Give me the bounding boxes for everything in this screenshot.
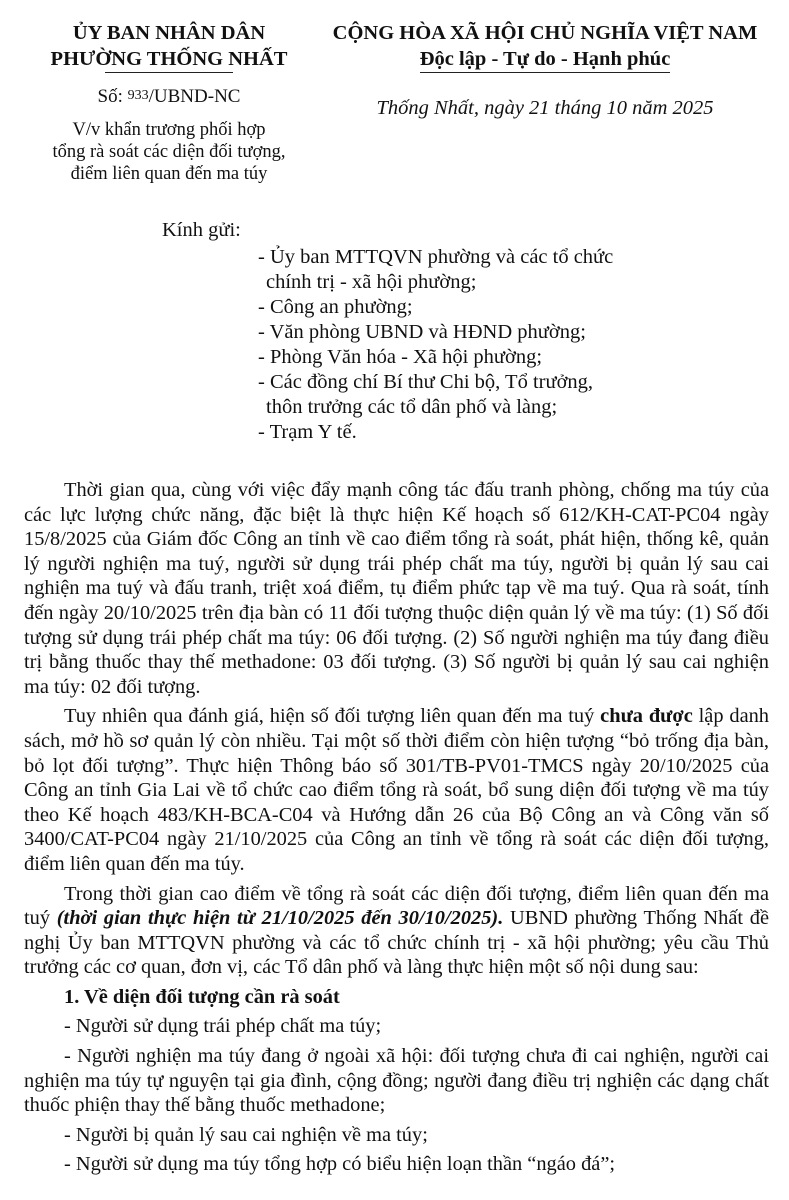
- body-paragraph: [24, 704, 769, 876]
- emphasis-text: chưa được: [600, 705, 693, 728]
- document-number: [24, 84, 314, 109]
- issuing-agency-block: [24, 20, 314, 185]
- national-header-block: [310, 20, 780, 121]
- recipient-line: - Công an phường;: [258, 296, 413, 318]
- agency-name-wrap: [51, 46, 288, 72]
- recipient-line: thôn trưởng các tổ dân phố và làng;: [266, 396, 558, 418]
- recipient-line: chính trị - xã hội phường;: [266, 271, 477, 293]
- subject-line: tổng rà soát các diện đối tượng,: [52, 142, 286, 162]
- paragraph-text: lập danh sách, mở hồ sơ quản lý còn nhiều. Tại một số thời điểm còn hiện tượng “bỏ trống địa bàn, bỏ lọt đối tượng”. Thực hiện Thông báo số 301/TB-PV01-TMCS ngày 20/10/2025 của Công an tỉnh Gia Lai về tổ chức cao điểm tổng rà soát, bổ sung diện đối tượng về ma túy theo Kế hoạch 483/KH-BCA-C04 và Hướng dẫn 26 của Bộ Công an và Công văn số 3400/CAT-PC04 ngày 21/10/2025 của Công an tỉnh về tổng rà soát các diện đối tượng, điểm liên quan đến ma túy.: [24, 705, 770, 875]
- doc-number-prefix: Số:: [97, 86, 123, 107]
- recipient-line: - Ủy ban MTTQVN phường và các tổ chức: [258, 246, 614, 268]
- list-item: - Người nghiện ma túy đang ở ngoài xã hội: đối tượng chưa đi cai nghiện, người cai nghiện ma túy tự nguyện tại gia đình, cộng đồng; người đang điều trị nghiện các dạng chất thuốc phiện thay thế bằng thuốc methadone;: [24, 1045, 769, 1117]
- paragraph-text: Trong thời gian cao điểm về tổng rà soát các diện đối tượng, điểm liên quan đến ma tuý: [24, 882, 769, 930]
- national-motto: Độc lập - Tự do - Hạnh phúc: [420, 46, 671, 73]
- subject-line: V/v khẩn trương phối hợp: [72, 120, 266, 140]
- recipient-line: - Trạm Y tế.: [258, 421, 357, 443]
- doc-number-value: 933: [127, 88, 149, 103]
- list-item: - Người sử dụng trái phép chất ma túy;: [64, 1015, 382, 1038]
- recipient-line: - Văn phòng UBND và HĐND phường;: [258, 321, 586, 343]
- document-body: [24, 478, 769, 1182]
- recipient-line: - Phòng Văn hóa - Xã hội phường;: [258, 346, 543, 368]
- paragraph-text: UBND phường Thống Nhất đề nghị Ủy ban MTTQVN phường và các tổ chức chính trị - xã hội phường; yêu cầu Thủ trưởng các cơ quan, đơn vị, các Tổ dân phố và làng thực hiện một số nội dung sau:: [24, 907, 769, 979]
- subject-line: điểm liên quan đến ma túy: [70, 164, 268, 184]
- recipient-line: - Các đồng chí Bí thư Chi bộ, Tổ trưởng,: [258, 371, 594, 393]
- agency-name-line2: PHƯỜNG THỐNG NHẤT: [50, 48, 288, 70]
- list-item: - Người sử dụng ma túy tổng hợp có biểu hiện loạn thần “ngáo đá”;: [64, 1153, 616, 1176]
- agency-name-line1: ỦY BAN NHÂN DÂN: [72, 22, 266, 44]
- list-item: - Người bị quản lý sau cai nghiện về ma túy;: [64, 1123, 428, 1146]
- place-and-date: Thống Nhất, ngày 21 tháng 10 năm 2025: [376, 97, 714, 119]
- body-paragraph: [24, 882, 769, 980]
- emphasis-text: (thời gian thực hiện từ 21/10/2025 đến 30/10/2025).: [56, 907, 504, 930]
- recipients-list: [258, 245, 778, 445]
- doc-number-suffix: /UBND-NC: [148, 86, 241, 107]
- paragraph-text: Tuy nhiên qua đánh giá, hiện số đối tượng liên quan đến ma tuý: [64, 705, 601, 728]
- section-heading: 1. Về diện đối tượng cần rà soát: [64, 985, 340, 1008]
- document-subject: [24, 119, 314, 185]
- body-paragraph: Thời gian qua, cùng với việc đẩy mạnh công tác đấu tranh phòng, chống ma túy của các lực lượng chức năng, đặc biệt là thực hiện Kế hoạch số 612/KH-CAT-PC04 ngày 15/8/2025 của Giám đốc Công an tỉnh về cao điểm tổng rà soát, phát hiện, thống kê, quản lý người nghiện ma tuý, người sử dụng trái phép chất ma túy, người bị quản lý sau cai nghiện ma tuý và đấu tranh, triệt xoá điểm, tụ điểm phức tạp về ma tuý. Qua rà soát, tính đến ngày 20/10/2025 trên địa bàn có 11 đối tượng thuộc diện quản lý về ma túy: (1) Số đối tượng sử dụng trái phép chất ma túy: 06 đối tượng. (2) Số người nghiện ma túy đang điều trị bằng thuốc thay thế methadone: 03 đối tượng. (3) Số người bị quản lý sau cai nghiện ma túy: 02 đối tượng.: [24, 479, 769, 698]
- agency-underline: [105, 72, 233, 73]
- recipients-label: Kính gửi:: [162, 219, 241, 241]
- national-title: CỘNG HÒA XÃ HỘI CHỦ NGHĨA VIỆT NAM: [332, 22, 758, 44]
